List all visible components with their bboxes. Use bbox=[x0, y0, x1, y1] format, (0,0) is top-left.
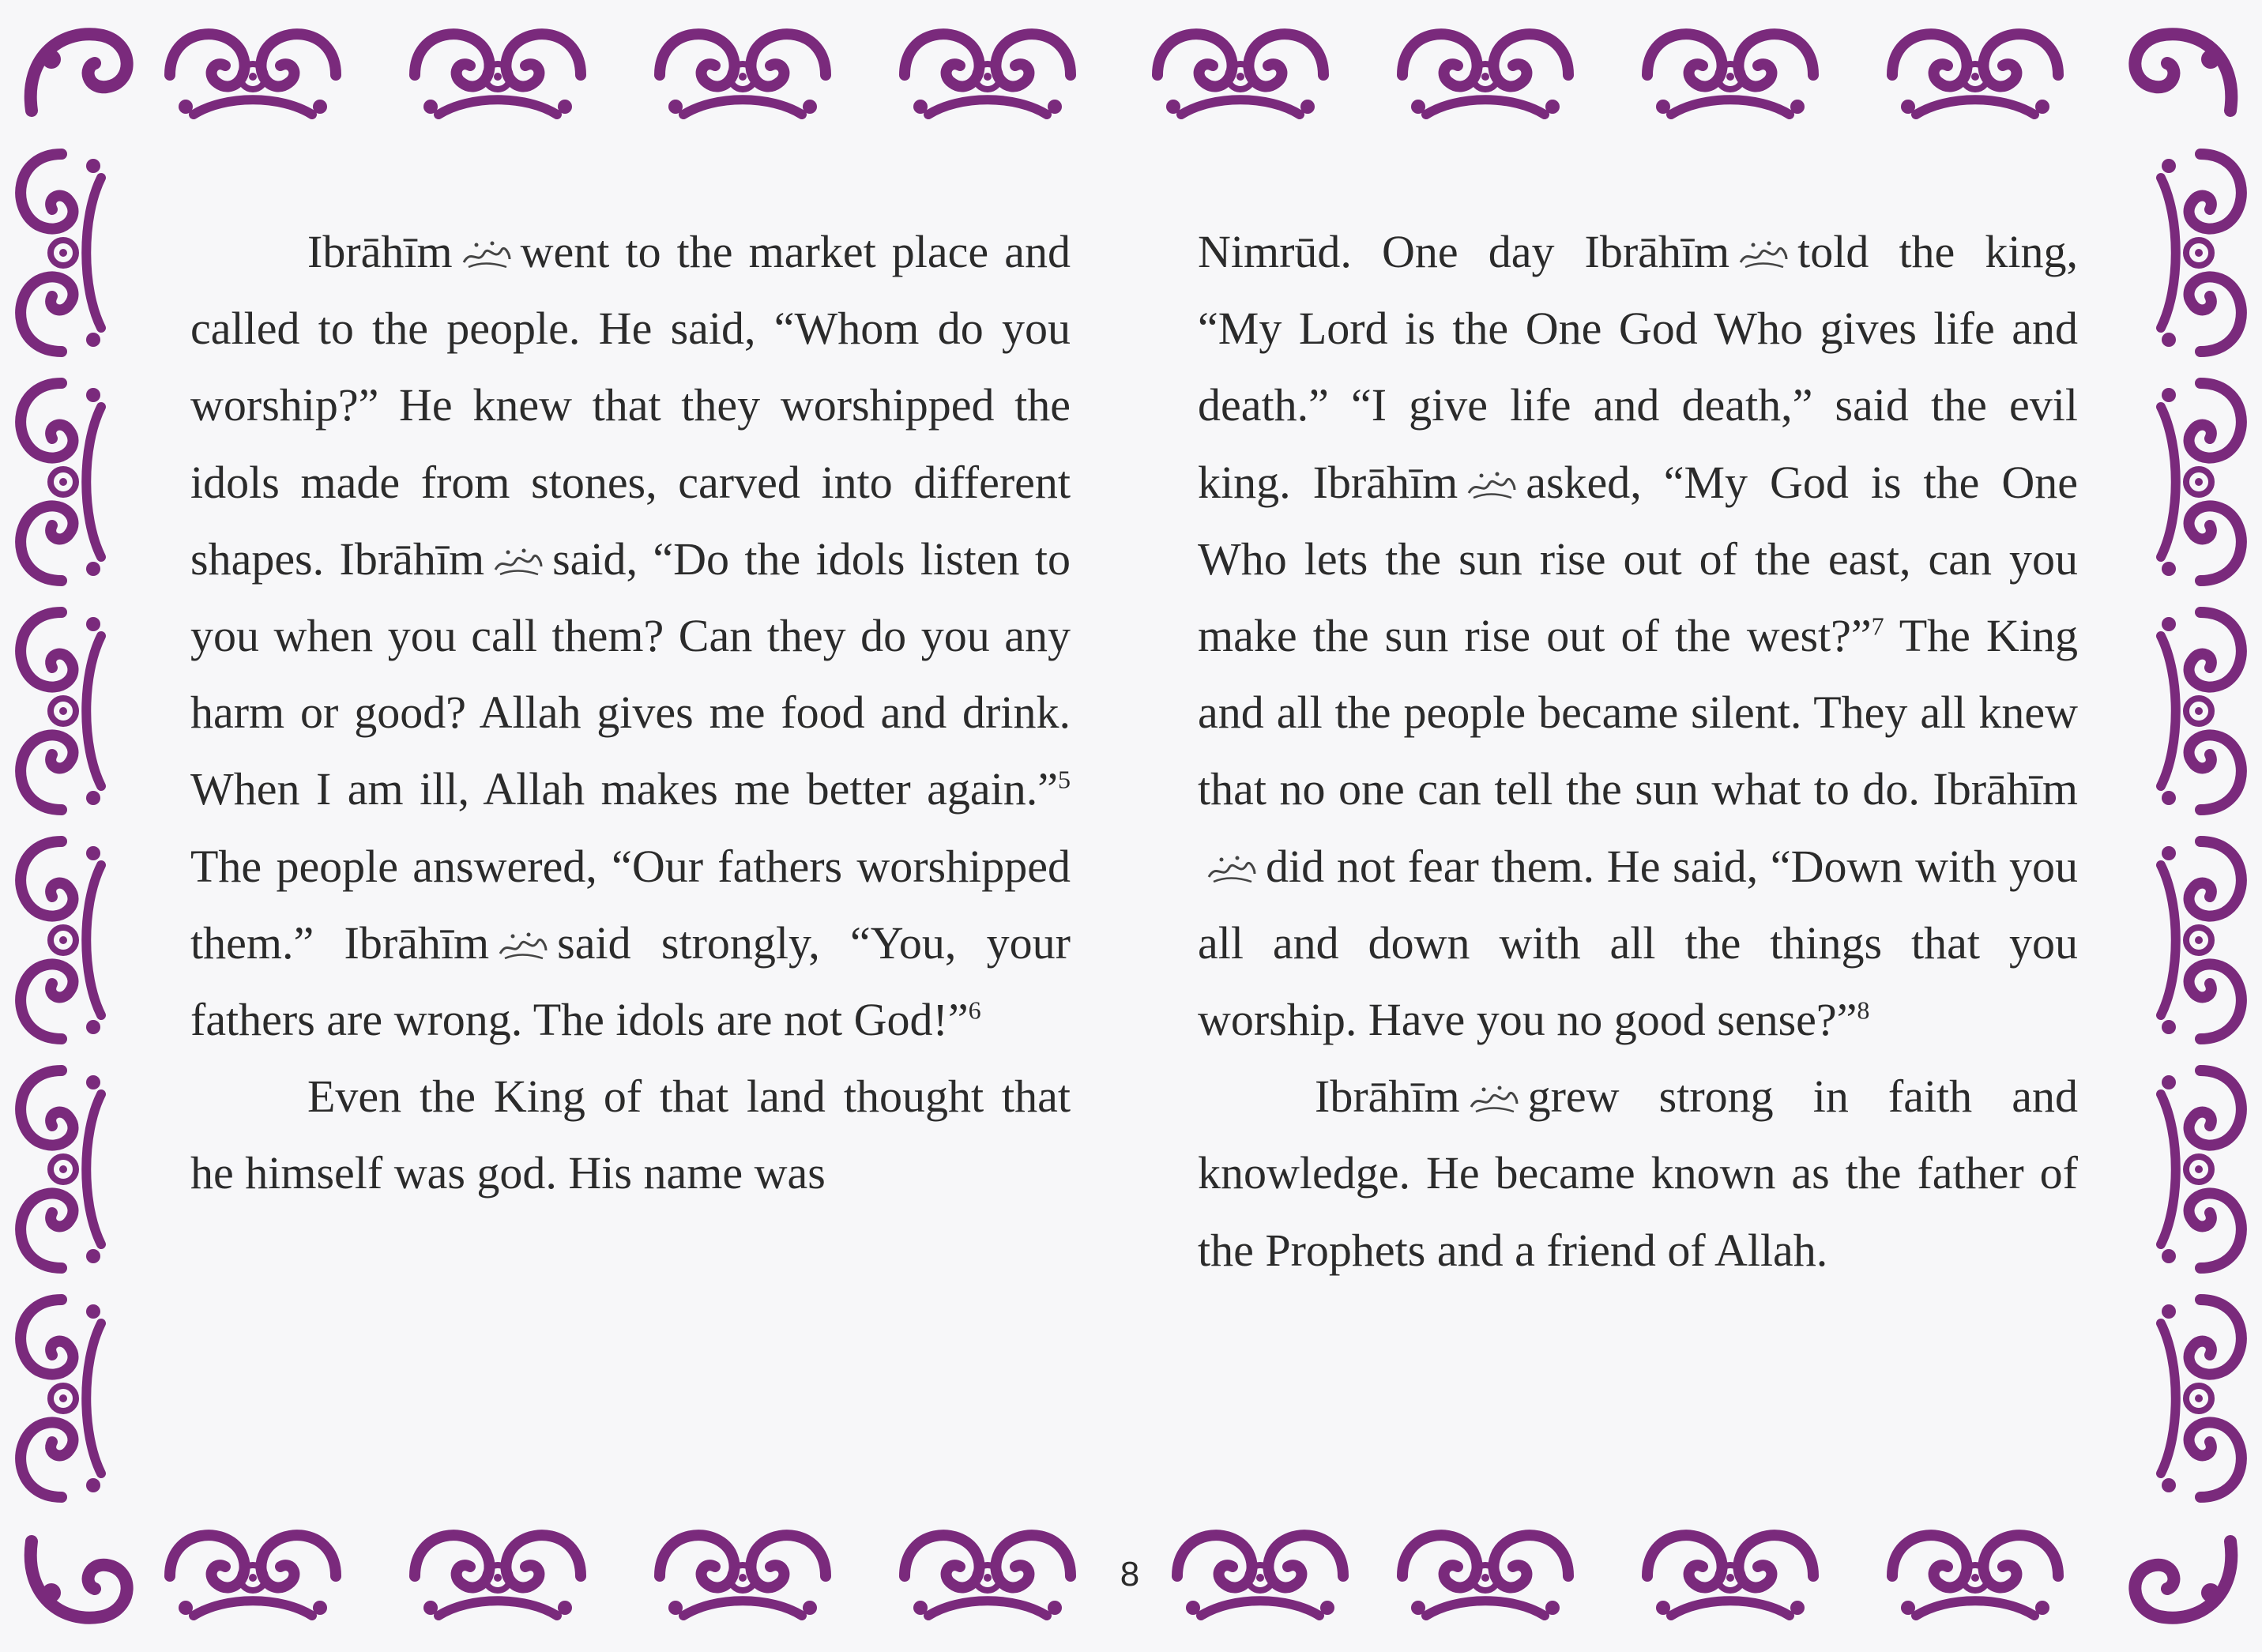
paragraph: Even the King of that land thought that he himself was god. His name was bbox=[190, 1071, 1071, 1199]
text-run: said strongly, “You, your fathers are wrong. The idols are not God!” bbox=[190, 916, 1071, 1046]
right-text-column bbox=[1198, 213, 2078, 1289]
text-run: Ibrāhīm bbox=[307, 226, 453, 277]
arabic-honorific-glyph-icon bbox=[1206, 853, 1258, 885]
arabic-honorific-glyph-icon bbox=[1466, 469, 1518, 501]
paragraph bbox=[1198, 1058, 2078, 1289]
left-text-column bbox=[190, 213, 1071, 1212]
arabic-honorific-glyph-icon bbox=[492, 546, 544, 578]
paragraph bbox=[1198, 213, 2078, 1058]
text-run: told the king, “My Lord is the One God Who gives life and death.” “I give life and death,” said the evil king. Ibrāhīm bbox=[1198, 226, 2078, 508]
footnote-marker: 7 bbox=[1871, 612, 1884, 641]
paragraph bbox=[190, 213, 1071, 1058]
text-run: The people answered, “Our fathers worshipped them.” Ibrāhīm bbox=[190, 840, 1071, 969]
text-run: The King and all the people became silent. They all knew that no one can tell the sun what to do. Ibrāhīm bbox=[1198, 610, 2079, 815]
footnote-marker: 5 bbox=[1058, 766, 1071, 795]
text-run: did not fear them. He said, “Down with you all and down with all the things that you worship. Have you no good sense?” bbox=[1198, 840, 2078, 1046]
arabic-honorific-glyph-icon bbox=[1737, 239, 1790, 270]
text-run: Nimrūd. One day Ibrāhīm bbox=[1198, 226, 1730, 277]
text-run: went to the market place and called to the people. He said, “Whom do you worship?” He knew that they worshipped the idols made from stones, carved into different shapes. Ibrāhīm bbox=[190, 226, 1071, 585]
arabic-honorific-glyph-icon bbox=[461, 239, 513, 270]
arabic-honorific-glyph-icon bbox=[1468, 1083, 1520, 1115]
text-run: Ibrāhīm bbox=[1315, 1071, 1460, 1123]
footnote-marker: 8 bbox=[1857, 995, 1870, 1025]
page-number: 8 bbox=[1120, 1555, 1140, 1594]
arabic-honorific-glyph-icon bbox=[497, 930, 549, 961]
footnote-marker: 6 bbox=[968, 995, 981, 1025]
text-run: said, “Do the idols listen to you when you call them? Can they do you any harm or good? Allah gives me food and drink. When I am ill, Allah makes me better again.” bbox=[190, 532, 1071, 815]
text-run: asked, “My God is the One Who lets the sun rise out of the east, can you make the sun rise out of the west?” bbox=[1198, 456, 2079, 662]
text-run: grew strong in faith and knowledge. He became known as the father of the Prophets and a friend of Allah. bbox=[1198, 1071, 2078, 1276]
